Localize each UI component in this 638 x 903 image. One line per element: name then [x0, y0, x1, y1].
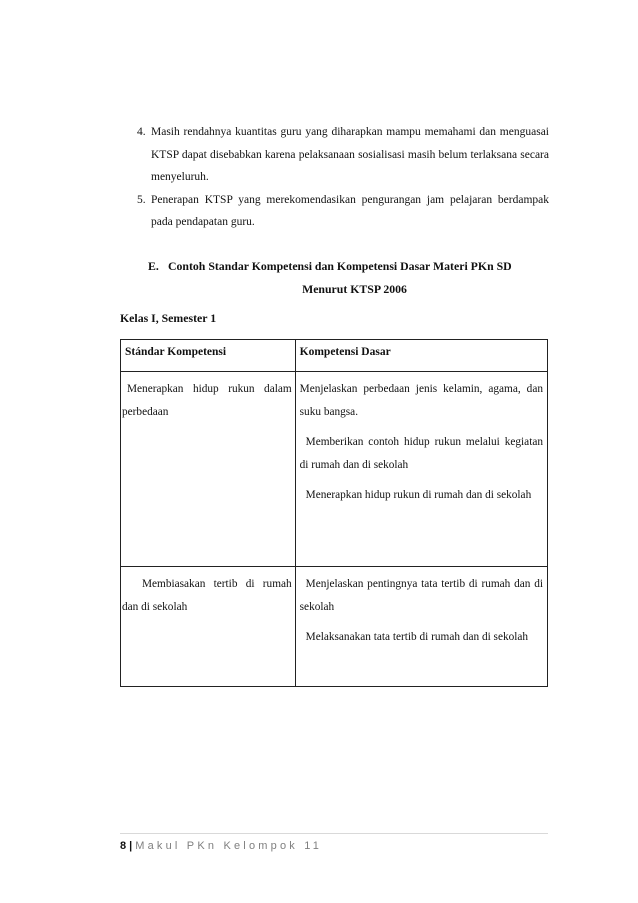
list-item: [137, 189, 549, 234]
kompetensi-item: Menerapkan hidup rukun di rumah dan di sekolah: [305, 489, 532, 501]
standar-cell: [121, 372, 296, 567]
standar-text: Menerapkan hidup rukun dalam perbedaan: [122, 383, 292, 418]
list-item-text: Penerapan KTSP yang merekomendasikan pengurangan jam pelajaran berdampak pada pendapatan guru.: [151, 193, 549, 228]
problem-list: [137, 121, 549, 234]
header-kompetensi-dasar: Kompetensi Dasar: [295, 340, 547, 372]
list-item-number: 4.: [137, 126, 146, 138]
footer-text: Makul PKn Kelompok 11: [135, 840, 323, 852]
kompetensi-item: Memberikan contoh hidup rukun melalui kegiatan di rumah dan di sekolah: [299, 436, 543, 471]
table-row: [121, 372, 548, 567]
kompetensi-item: Menjelaskan pentingnya tata tertib di rumah dan di sekolah: [299, 578, 543, 613]
list-item-text: Masih rendahnya kuantitas guru yang diharapkan mampu memahami dan menguasai KTSP dapat disebabkan karena pelaksanaan sosialisasi masih belum terlaksana secara menyeluruh.: [151, 126, 549, 183]
section-title-line1: Contoh Standar Kompetensi dan Kompetensi Dasar Materi PKn SD: [168, 259, 512, 273]
table-row: [121, 567, 548, 687]
page-number: 8: [120, 840, 127, 852]
class-label: Kelas I, Semester 1: [120, 311, 217, 325]
kompetensi-cell: [295, 372, 547, 567]
standar-text: Membiasakan tertib di rumah dan di sekolah: [122, 578, 292, 613]
kompetensi-cell: [295, 567, 547, 687]
page-footer: [120, 838, 322, 854]
kompetensi-item: Melaksanakan tata tertib di rumah dan di sekolah: [305, 631, 529, 643]
section-letter: E.: [148, 259, 159, 273]
table-header-row: [121, 340, 548, 372]
kompetensi-item: Menjelaskan perbedaan jenis kelamin, agama, dan suku bangsa.: [299, 383, 543, 418]
footer-separator: |: [129, 840, 133, 852]
list-item: [137, 121, 549, 189]
footer-divider: [120, 833, 548, 834]
standar-cell: [121, 567, 296, 687]
header-standar-kompetensi: Stándar Kompetensi: [121, 340, 296, 372]
section-title-line2: Menurut KTSP 2006: [302, 282, 407, 296]
competency-table: [120, 339, 548, 687]
list-item-number: 5.: [137, 193, 146, 206]
